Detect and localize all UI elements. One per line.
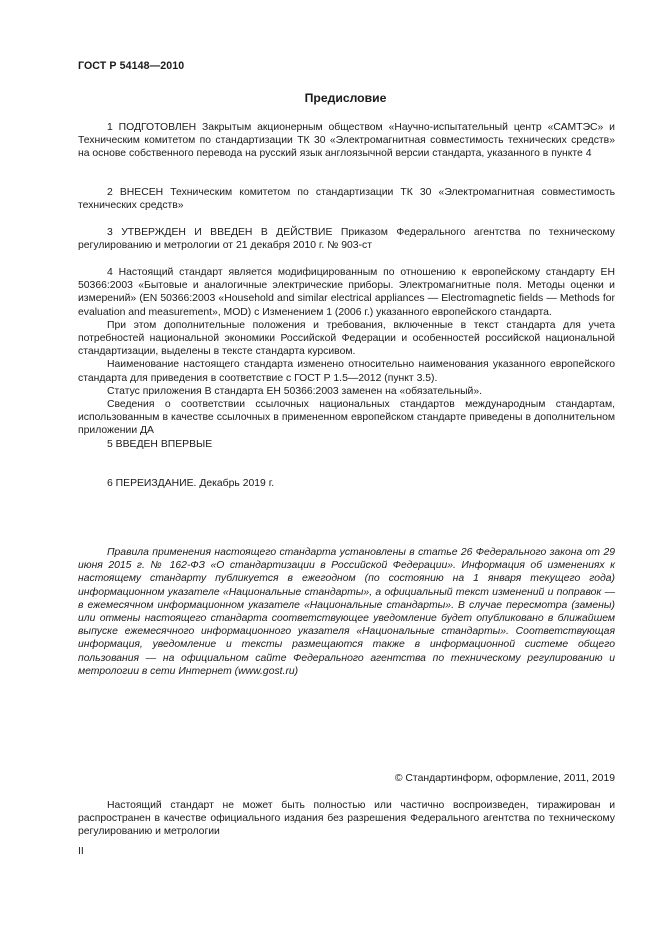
application-rules-notice [78,546,615,678]
reproduction-text: Настоящий стандарт не может быть полностью или частично воспроизведен, тиражирован и распространен в качестве официального издания без разрешения Федерального агентства по техническому регулированию и метрологии [78,800,615,838]
item-4-text: 4 Настоящий стандарт является модифицированным по отношению к европейскому стандарту ЕН 50366:2003 «Бытовые и аналогичные электрические приборы. Электромагнитные поля. Методы оценки и измерений» (EN 50366:2003 «Household and similar electrical appliances — Electromagnetic fields — Methods for evaluation and measurement», MOD) с Изменением 1 (2006 г.) указанного европейского стандарта. [78,267,615,318]
item-4-references: Сведения о соответствии ссылочных национальных стандартов международным стандартам, использованным в качестве ссылочных в примененном европейском стандарте приведены в дополнительном приложении ДА [78,399,615,437]
item-2-text: 2 ВНЕСЕН Техническим комитетом по стандартизации ТК 30 «Электромагнитная совместимость технических средств» [78,187,615,212]
copyright-line: © Стандартинформ, оформление, 2011, 2019 [394,773,615,784]
item-4 [78,266,615,438]
item-1-text: 1 ПОДГОТОВЛЕН Закрытым акционерным обществом «Научно-испытательный центр «САМТЭС» и Техническим комитетом по стандартизации ТК 30 «Электромагнитная совместимость технических средств» на основе собственного перевода на русский язык англоязычной версии стандарта, указанного в пункте 4 [78,122,615,160]
item-3 [78,226,615,252]
item-6 [78,477,615,490]
item-4-name-change: Наименование настоящего стандарта изменено относительно наименования указанного европейского стандарта для приведения в соответствие с ГОСТ Р 1.5—2012 (пункт 3.5). [78,359,615,384]
item-3-text: 3 УТВЕРЖДЕН И ВВЕДЕН В ДЕЙСТВИЕ Приказом Федерального агентства по техническому регулированию и метрологии от 21 декабря 2010 г. № 903-ст [78,227,615,252]
page-number: II [78,846,84,857]
item-1 [78,121,615,161]
application-rules-text: Правила применения настоящего стандарта установлены в статье 26 Федерального закона от 29 июня 2015 г. № 162-ФЗ «О стандартизации в Российской Федерации». Информация об изменениях к настоящему стандарту публикуется в ежегодном (по состоянию на 1 января текущего года) информационном указателе «Национальные стандарты», а официальный текст изменений и поправок — в ежемесячном информационном указателе «Национальные стандарты». В случае пересмотра (замены) или отмены настоящего стандарта соответствующее уведомление будет опубликовано в ближайшем выпуске ежемесячного информационного указателя «Национальные стандарты». Соответствующая информация, уведомление и тексты размещаются также в информационной системе общего пользования — на официальном сайте Федерального агентства по техническому регулированию и метрологии в сети Интернет (www.gost.ru) [78,547,615,677]
item-4-annex-status: Статус приложения В стандарта ЕН 50366:2003 заменен на «обязательный». [107,385,483,397]
reproduction-notice [78,799,615,839]
document-code: ГОСТ Р 54148—2010 [78,60,185,72]
item-4-additional-provisions: При этом дополнительные положения и требования, включенные в текст стандарта для учета потребностей национальной экономики Российской Федерации и особенностей российской национальной стандартизации, выделены в тексте стандарта курсивом. [78,319,615,358]
item-6-text: 6 ПЕРЕИЗДАНИЕ. Декабрь 2019 г. [107,478,275,489]
item-2 [78,186,615,212]
section-title: Предисловие [304,91,387,105]
item-5 [78,438,615,451]
item-5-text: 5 ВВЕДЕН ВПЕРВЫЕ [107,439,213,450]
